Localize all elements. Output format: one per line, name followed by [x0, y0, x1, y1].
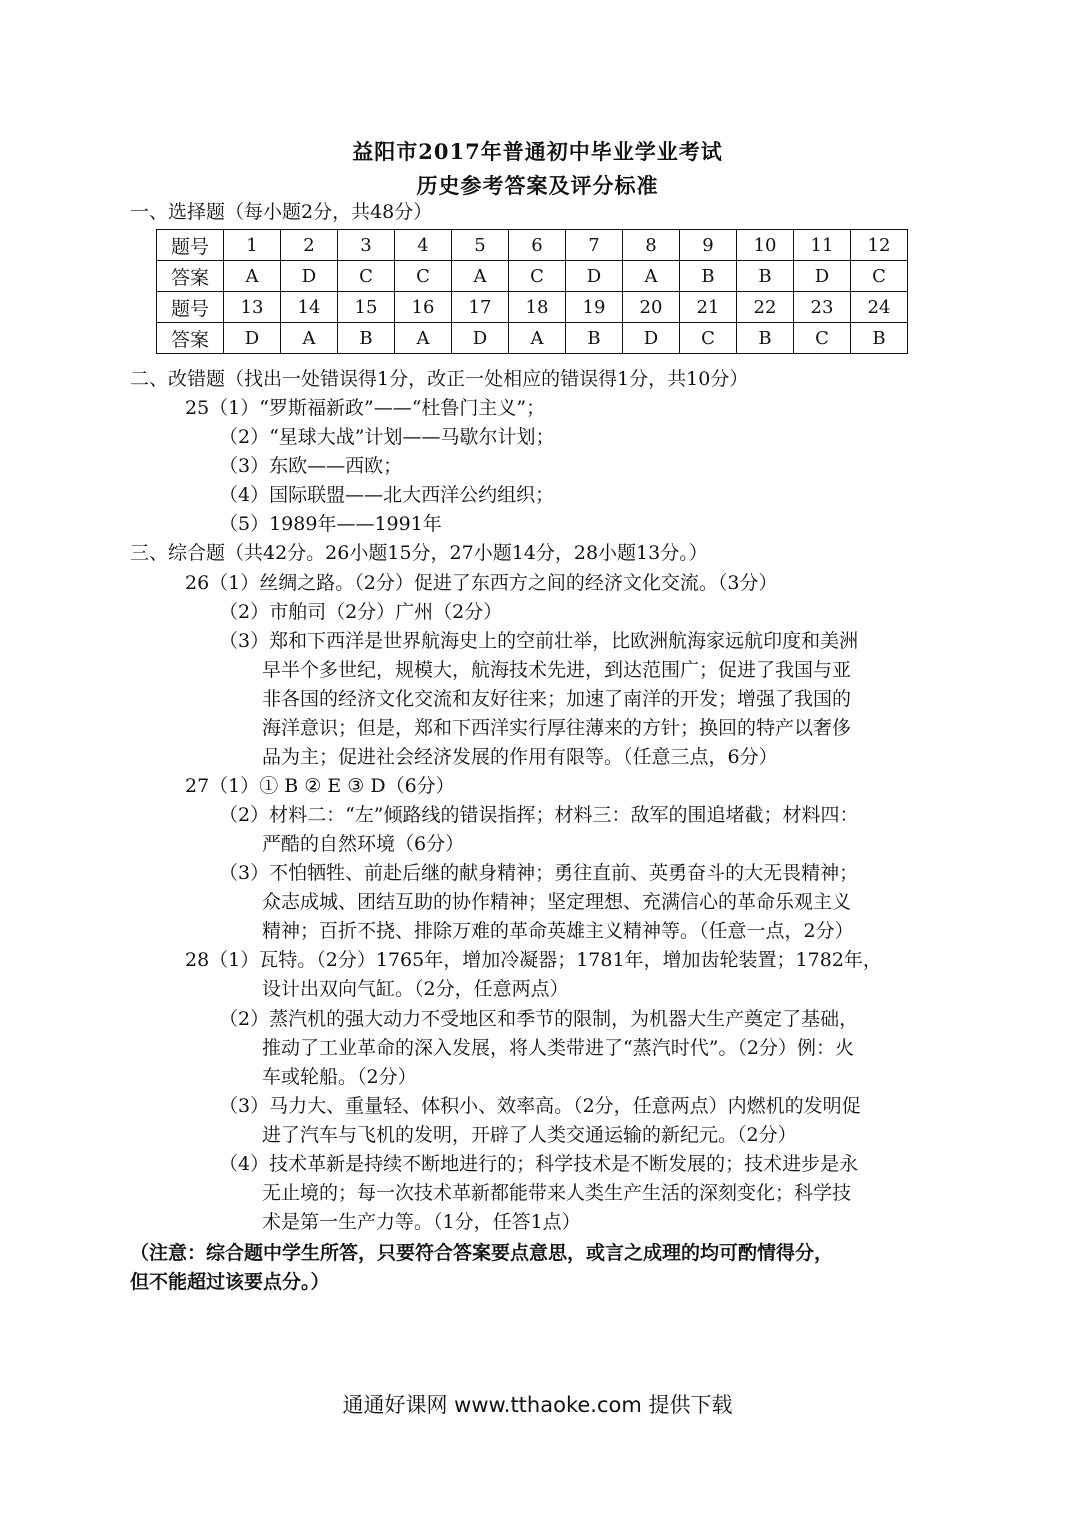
q27-line: 严酷的自然环境（6分）	[262, 833, 465, 855]
q27-line: 众志成城、团结互助的协作精神；坚定理想、充满信心的革命乐观主义	[262, 891, 852, 913]
table-cell: C	[680, 323, 737, 354]
footer-credit: 通通好课网 www.tthaoke.com 提供下载	[342, 1393, 733, 1417]
table-cell: 6	[509, 230, 566, 261]
table-cell: 1	[224, 230, 281, 261]
table-cell: 5	[452, 230, 509, 261]
table-cell: 24	[851, 292, 908, 323]
q26-line: 品为主；促进社会经济发展的作用有限等。（任意三点，6分）	[262, 746, 778, 768]
q28-line: 28（1）瓦特。（2分）1765年，增加冷凝器；1781年，增加齿轮装置；1782年，	[185, 949, 882, 971]
table-row-header: 题号	[157, 230, 224, 261]
q25-line: （2）“星球大战”计划——马歇尔计划；	[219, 426, 555, 448]
table-cell: C	[851, 261, 908, 292]
table-cell: 10	[737, 230, 794, 261]
table-cell: B	[737, 261, 794, 292]
section-heading-correction: 二、改错题（找出一处错误得1分，改正一处相应的错误得1分，共10分）	[130, 368, 749, 390]
q28-line: 车或轮船。（2分）	[262, 1066, 417, 1088]
table-cell: A	[623, 261, 680, 292]
q27-line: （3）不怕牺牲、前赴后继的献身精神；勇往直前、英勇奋斗的大无畏精神；	[219, 862, 859, 884]
q25-line: 25（1）“罗斯福新政”——“杜鲁门主义”；	[185, 397, 546, 419]
section-heading-choice: 一、选择题（每小题2分，共48分）	[130, 201, 433, 223]
table-cell: B	[566, 323, 623, 354]
table-cell: 13	[224, 292, 281, 323]
table-cell: D	[566, 261, 623, 292]
table-cell: A	[395, 323, 452, 354]
q27-line: （2）材料二：“左”倾路线的错误指挥；材料三：敌军的围追堵截；材料四：	[219, 804, 859, 826]
table-cell: 17	[452, 292, 509, 323]
table-cell: D	[224, 323, 281, 354]
table-cell: C	[509, 261, 566, 292]
q25-line: （5）1989年——1991年	[219, 513, 442, 535]
grading-note: （注意：综合题中学生所答，只要符合答案要点意思，或言之成理的均可酌情得分，	[130, 1242, 834, 1264]
q25-line: （4）国际联盟——北大西洋公约组织；	[219, 484, 555, 506]
q27-line: 27（1）① B ② E ③ D（6分）	[185, 775, 455, 797]
table-row-header: 答案	[157, 323, 224, 354]
table-cell: 21	[680, 292, 737, 323]
table-cell: C	[794, 323, 851, 354]
table-cell: 15	[338, 292, 395, 323]
table-cell: 18	[509, 292, 566, 323]
table-cell: 11	[794, 230, 851, 261]
q26-line: 早半个多世纪，规模大，航海技术先进，到达范围广；促进了我国与亚	[262, 659, 852, 681]
table-cell: D	[623, 323, 680, 354]
table-cell: 16	[395, 292, 452, 323]
table-cell: A	[281, 323, 338, 354]
table-cell: A	[509, 323, 566, 354]
q26-line: （2）市舶司（2分）广州（2分）	[219, 601, 503, 623]
table-cell: 20	[623, 292, 680, 323]
answer-table	[156, 229, 908, 354]
table-cell: 14	[281, 292, 338, 323]
grading-note: 但不能超过该要点分。）	[130, 1271, 330, 1293]
table-cell: D	[794, 261, 851, 292]
table-row	[157, 230, 908, 261]
q28-line: （2）蒸汽机的强大动力不受地区和季节的限制，为机器大生产奠定了基础，	[219, 1008, 859, 1030]
table-row	[157, 261, 908, 292]
table-cell: 22	[737, 292, 794, 323]
table-row	[157, 292, 908, 323]
table-cell: B	[737, 323, 794, 354]
exam-subtitle: 历史参考答案及评分标准	[416, 173, 659, 198]
table-cell: B	[338, 323, 395, 354]
q26-line: 海洋意识；但是，郑和下西洋实行厚往薄来的方针；换回的特产以奢侈	[262, 717, 852, 739]
q28-line: 推动了工业革命的深入发展，将人类带进了“蒸汽时代”。（2分）例：火	[262, 1037, 855, 1059]
table-cell: D	[281, 261, 338, 292]
q28-line: 无止境的；每一次技术革新都能带来人类生产生活的深刻变化；科学技	[262, 1182, 852, 1204]
q26-line: 26（1）丝绸之路。（2分）促进了东西方之间的经济文化交流。（3分）	[185, 572, 778, 594]
q27-line: 精神；百折不挠、排除万难的革命英雄主义精神等。（任意一点，2分）	[262, 920, 854, 942]
table-cell: 23	[794, 292, 851, 323]
q28-line: 术是第一生产力等。（1分，任答1点）	[262, 1211, 581, 1233]
table-cell: 4	[395, 230, 452, 261]
exam-title: 益阳市2017年普通初中毕业学业考试	[352, 139, 723, 164]
table-cell: 12	[851, 230, 908, 261]
section-heading-comprehensive: 三、综合题（共42分。26小题15分，27小题14分，28小题13分。）	[130, 542, 708, 564]
table-cell: B	[851, 323, 908, 354]
table-cell: 9	[680, 230, 737, 261]
table-cell: A	[224, 261, 281, 292]
table-cell: 7	[566, 230, 623, 261]
table-cell: B	[680, 261, 737, 292]
table-cell: 19	[566, 292, 623, 323]
q26-line: （3）郑和下西洋是世界航海史上的空前壮举，比欧洲航海家远航印度和美洲	[219, 630, 859, 652]
table-cell: D	[452, 323, 509, 354]
table-row-header: 答案	[157, 261, 224, 292]
q28-line: 设计出双向气缸。（2分，任意两点）	[262, 978, 569, 1000]
table-row	[157, 323, 908, 354]
table-cell: 3	[338, 230, 395, 261]
table-cell: A	[452, 261, 509, 292]
q26-line: 非各国的经济文化交流和友好往来；加速了南洋的开发；增强了我国的	[262, 688, 852, 710]
q28-line: 进了汽车与飞机的发明，开辟了人类交通运输的新纪元。（2分）	[262, 1124, 797, 1146]
q25-line: （3）东欧——西欧；	[219, 455, 403, 477]
table-cell: 2	[281, 230, 338, 261]
table-cell: C	[338, 261, 395, 292]
table-cell: C	[395, 261, 452, 292]
table-cell: 8	[623, 230, 680, 261]
q28-line: （4）技术革新是持续不断地进行的；科学技术是不断发展的；技术进步是永	[219, 1153, 859, 1175]
q28-line: （3）马力大、重量轻、体积小、效率高。（2分，任意两点）内燃机的发明促	[219, 1095, 861, 1117]
table-row-header: 题号	[157, 292, 224, 323]
